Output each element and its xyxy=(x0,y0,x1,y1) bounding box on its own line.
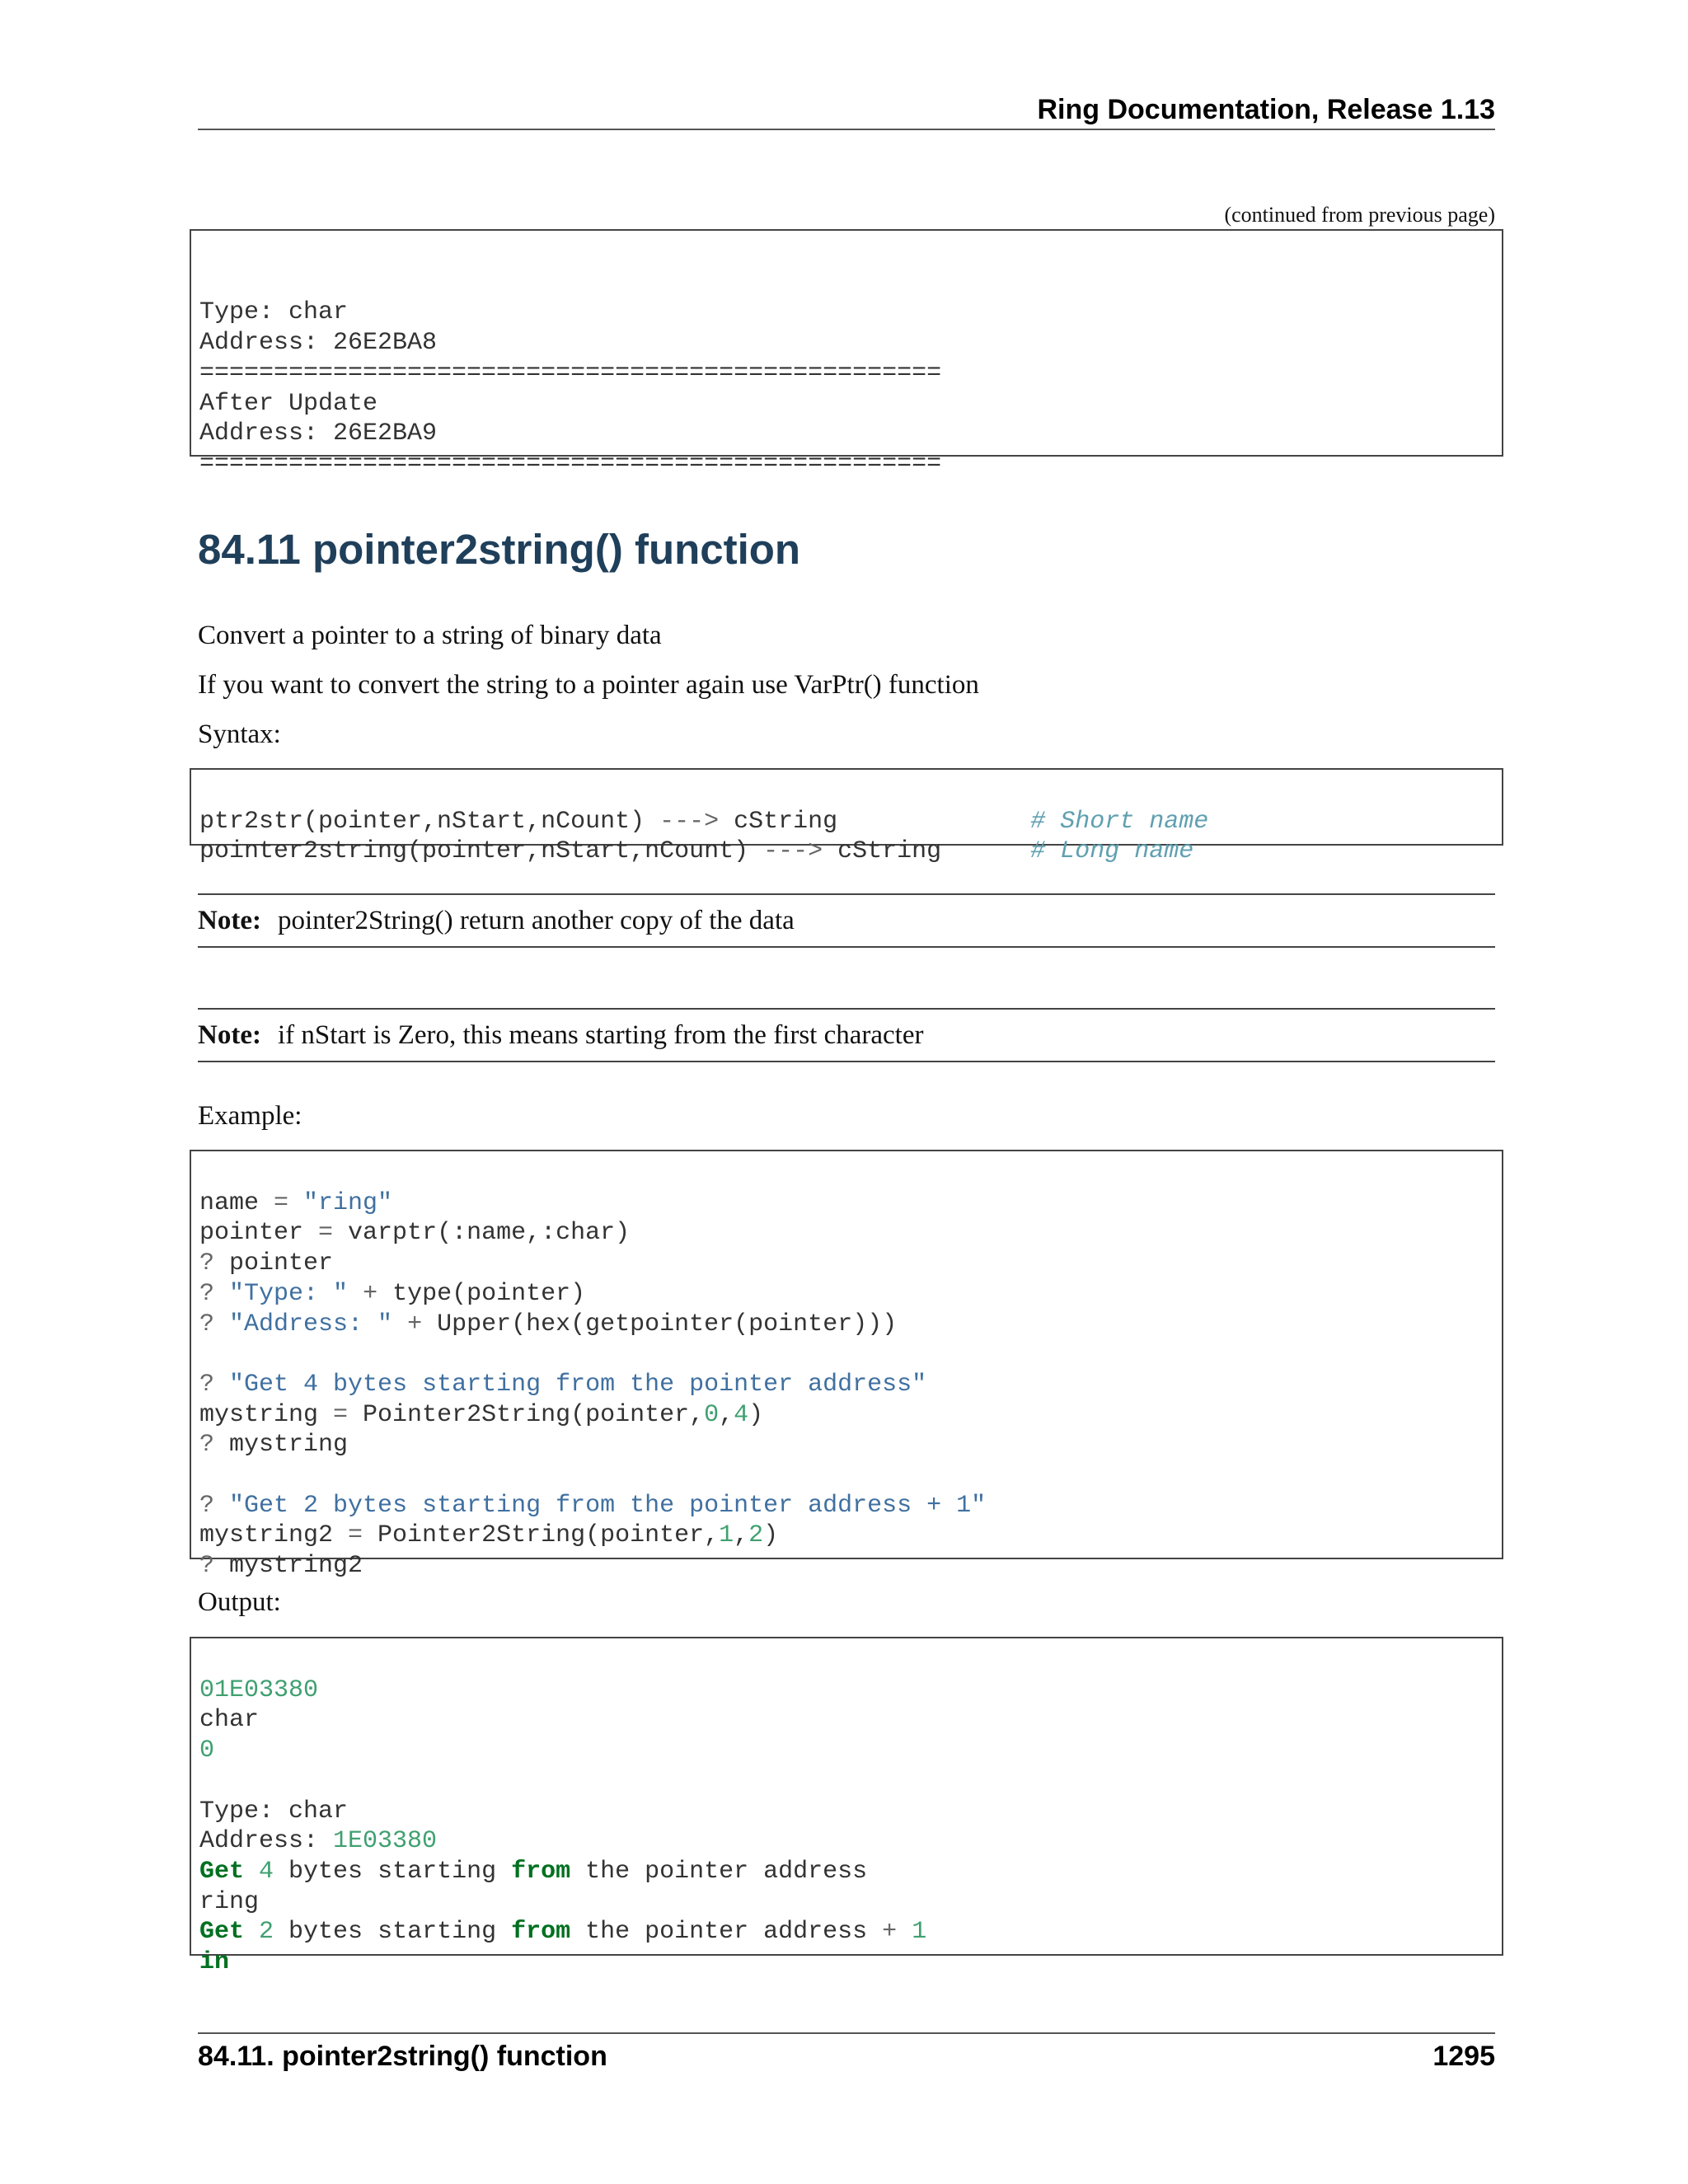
page-number: 1295 xyxy=(1432,2041,1495,2072)
code-line-blank xyxy=(199,1460,1493,1491)
code-keyword: from xyxy=(511,1857,571,1886)
code-operator: + xyxy=(407,1310,423,1338)
code-string: "Get 2 bytes starting from the pointer address + 1" xyxy=(229,1491,987,1520)
section-title: 84.11 pointer2string() function xyxy=(198,526,801,573)
code-line xyxy=(199,1491,1493,1521)
code-text: ptr2str(pointer,nStart,nCount) xyxy=(199,807,660,836)
code-number: 4 xyxy=(259,1857,274,1886)
code-string: "Address: " xyxy=(229,1310,393,1338)
output-code-block xyxy=(190,1637,1503,1977)
code-line: ================================================== xyxy=(199,359,942,387)
code-line: char xyxy=(199,1706,260,1735)
code-text: ) xyxy=(763,1521,779,1550)
code-text: the pointer address xyxy=(570,1857,868,1886)
code-line: Type: char xyxy=(199,298,349,327)
code-text: mystring2 xyxy=(214,1552,363,1581)
code-text: pointer2string(pointer,nStart,nCount) xyxy=(199,837,764,866)
code-text: , xyxy=(734,1521,749,1550)
code-string: "ring" xyxy=(303,1188,393,1217)
code-text xyxy=(214,1371,229,1399)
code-text xyxy=(897,1918,912,1946)
code-text xyxy=(837,808,1030,836)
code-text xyxy=(348,1280,363,1308)
footer-section-title: 84.11. pointer2string() function xyxy=(198,2041,607,2072)
header-title: Ring Documentation, Release 1.13 xyxy=(1037,94,1495,125)
code-operator: ? xyxy=(199,1370,215,1399)
code-line: Type: char xyxy=(199,1797,349,1825)
code-text: pointer xyxy=(199,1219,319,1248)
code-text xyxy=(288,1189,303,1217)
page-header xyxy=(198,89,1495,130)
code-line: in xyxy=(199,1948,230,1977)
code-text: cString xyxy=(823,837,942,866)
code-operator: ---> xyxy=(659,807,720,836)
code-text: varptr(:name,:char) xyxy=(333,1219,631,1248)
code-text: bytes starting xyxy=(274,1918,512,1947)
code-operator: = xyxy=(318,1219,334,1248)
note-text: if nStart is Zero, this means starting from the first character xyxy=(277,1020,924,1050)
code-text: , xyxy=(719,1400,734,1429)
code-number: 2 xyxy=(748,1521,764,1550)
code-operator: + xyxy=(363,1279,378,1308)
page-footer xyxy=(198,2032,1495,2079)
code-line xyxy=(199,1310,1493,1340)
code-keyword: Get xyxy=(199,1918,245,1947)
code-text: mystring xyxy=(214,1431,349,1460)
note-label: Note: xyxy=(198,906,261,935)
code-comment: # Long name xyxy=(1030,837,1194,866)
code-line: Address: 26E2BA8 xyxy=(199,329,438,358)
code-line xyxy=(199,1218,1493,1249)
example-label: Example: xyxy=(198,1101,302,1131)
intro-paragraph: If you want to convert the string to a pointer again use VarPtr() function xyxy=(198,670,979,700)
code-line xyxy=(199,1917,1493,1947)
code-text: Pointer2String(pointer, xyxy=(363,1521,720,1550)
code-line xyxy=(199,268,1493,298)
code-line: Address: 26E2BA9 xyxy=(199,419,438,448)
code-line xyxy=(199,837,1493,867)
code-line: 01E03380 xyxy=(199,1675,319,1704)
code-text xyxy=(392,1310,407,1338)
syntax-code-block xyxy=(190,768,1503,866)
code-operator: ? xyxy=(199,1249,215,1278)
code-operator: = xyxy=(348,1521,363,1550)
code-text: ) xyxy=(748,1400,764,1429)
code-line xyxy=(199,1430,1493,1460)
code-keyword: from xyxy=(511,1918,571,1947)
code-line xyxy=(199,1188,1493,1219)
code-text xyxy=(941,837,1030,865)
code-number: 1 xyxy=(719,1521,734,1550)
code-comment: # Short name xyxy=(1030,807,1209,836)
intro-paragraph: Convert a pointer to a string of binary data xyxy=(198,621,662,650)
code-operator: + xyxy=(882,1918,898,1947)
code-text xyxy=(214,1310,229,1338)
code-text xyxy=(244,1858,259,1886)
code-line xyxy=(199,1370,1493,1400)
note-label: Note: xyxy=(198,1020,261,1050)
code-line xyxy=(199,1826,1493,1857)
code-text: Upper(hex(getpointer(pointer))) xyxy=(422,1310,898,1338)
code-text: name xyxy=(199,1188,274,1217)
code-text: the pointer address xyxy=(570,1918,883,1947)
code-line-blank xyxy=(199,1339,1493,1370)
code-operator: ? xyxy=(199,1491,215,1520)
code-operator: ? xyxy=(199,1310,215,1338)
code-number: 1E03380 xyxy=(333,1827,438,1856)
code-text xyxy=(244,1918,259,1946)
code-keyword: Get xyxy=(199,1857,245,1886)
code-text: bytes starting xyxy=(274,1857,512,1886)
code-string: "Type: " xyxy=(229,1279,349,1308)
continued-note: (continued from previous page) xyxy=(1224,203,1495,227)
code-operator: ? xyxy=(199,1279,215,1308)
code-line-blank xyxy=(199,1766,1493,1797)
code-number: 4 xyxy=(734,1400,749,1429)
code-text: mystring xyxy=(199,1400,334,1429)
syntax-label: Syntax: xyxy=(198,719,281,749)
code-line xyxy=(199,1400,1493,1431)
code-operator: = xyxy=(274,1188,289,1217)
code-line xyxy=(199,1249,1493,1279)
code-number: 1 xyxy=(912,1918,927,1947)
code-number: 0 xyxy=(704,1400,720,1429)
code-text: cString xyxy=(719,807,838,836)
code-text: mystring2 xyxy=(199,1521,349,1550)
code-text: Pointer2String(pointer, xyxy=(348,1400,705,1429)
code-line xyxy=(199,807,1493,837)
code-text xyxy=(214,1492,229,1520)
code-line: After Update xyxy=(199,389,378,418)
code-text xyxy=(214,1280,229,1308)
code-line xyxy=(199,1551,1493,1582)
code-text: type(pointer) xyxy=(377,1279,586,1308)
code-text: pointer xyxy=(214,1249,334,1278)
code-line xyxy=(199,1521,1493,1551)
note-text: pointer2String() return another copy of the data xyxy=(277,906,795,935)
previous-output-block xyxy=(190,229,1503,478)
example-code-block xyxy=(190,1150,1503,1581)
note-box xyxy=(198,893,1495,948)
code-line xyxy=(199,1857,1493,1887)
code-operator: ? xyxy=(199,1431,215,1460)
output-label: Output: xyxy=(198,1587,281,1617)
code-line: ================================================== xyxy=(199,449,942,478)
code-operator: ---> xyxy=(763,837,823,866)
code-line xyxy=(199,1279,1493,1310)
code-string: "Get 4 bytes starting from the pointer address" xyxy=(229,1370,927,1399)
code-text: Address: xyxy=(199,1827,334,1856)
code-number: 2 xyxy=(259,1918,274,1947)
note-box xyxy=(198,1008,1495,1062)
code-operator: ? xyxy=(199,1552,215,1581)
code-line: 0 xyxy=(199,1736,215,1765)
code-line: ring xyxy=(199,1887,260,1916)
code-operator: = xyxy=(333,1400,349,1429)
